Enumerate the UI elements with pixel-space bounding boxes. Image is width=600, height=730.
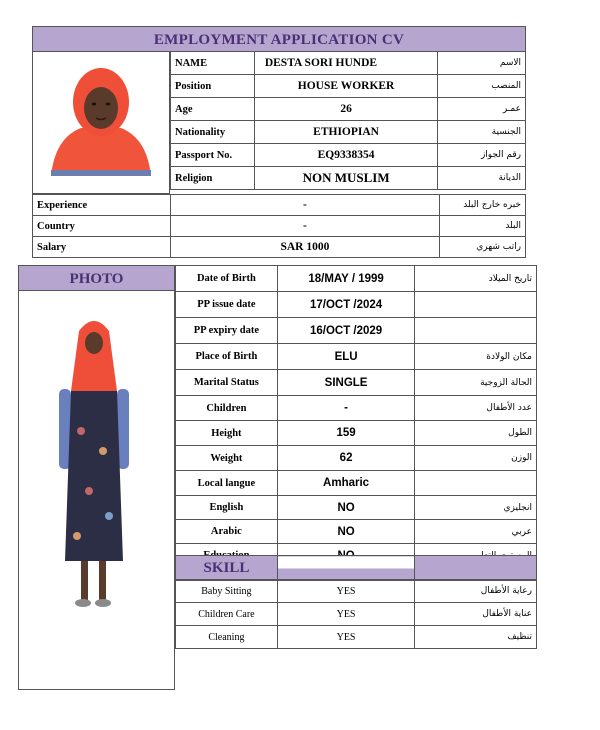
local-language-label-ar xyxy=(415,471,537,496)
skill-header-table xyxy=(175,555,537,581)
religion-label: Religion xyxy=(171,167,255,190)
marital-status-label: Marital Status xyxy=(176,370,278,396)
table-row xyxy=(176,421,537,446)
table-row xyxy=(176,292,537,318)
age-label-ar: عمـر xyxy=(438,98,526,121)
table-row xyxy=(171,121,526,144)
table-row xyxy=(171,167,526,190)
skill-header-spacer xyxy=(277,556,415,581)
details-table xyxy=(175,265,537,568)
experience-label-ar: خبره خارج البلد xyxy=(440,195,526,216)
position-value: HOUSE WORKER xyxy=(254,75,438,98)
pp-expiry-label: PP expiry date xyxy=(176,318,278,344)
salary-value: SAR 1000 xyxy=(170,237,439,258)
table-row xyxy=(176,344,537,370)
table-row xyxy=(176,370,537,396)
nationality-label: Nationality xyxy=(171,121,255,144)
weight-label-ar: الوزن xyxy=(415,446,537,471)
religion-value: NON MUSLIM xyxy=(254,167,438,190)
salary-label: Salary xyxy=(33,237,171,258)
skill-value: YES xyxy=(277,580,414,603)
dob-value: 18/MAY / 1999 xyxy=(277,266,415,292)
english-label-ar: انجليزي xyxy=(415,496,537,520)
dob-label: Date of Birth xyxy=(176,266,278,292)
arabic-value: NO xyxy=(277,520,415,544)
marital-status-value: SINGLE xyxy=(277,370,415,396)
photo-header: PHOTO xyxy=(18,265,175,291)
table-row xyxy=(176,396,537,421)
table-row xyxy=(176,471,537,496)
pp-issue-value: 17/OCT /2024 xyxy=(277,292,415,318)
table-row xyxy=(171,75,526,98)
children-label: Children xyxy=(176,396,278,421)
passport-label: Passport No. xyxy=(171,144,255,167)
table-row xyxy=(176,318,537,344)
height-label: Height xyxy=(176,421,278,446)
dob-label-ar: تاريخ الميلاد xyxy=(415,266,537,292)
skill-header-right xyxy=(415,556,537,581)
english-value: NO xyxy=(277,496,415,520)
experience-table xyxy=(32,194,526,258)
skill-label-ar: تنظيف xyxy=(415,626,537,649)
skill-label-ar: عناية الأطفال xyxy=(415,603,537,626)
passport-value: EQ9338354 xyxy=(254,144,438,167)
age-label: Age xyxy=(171,98,255,121)
experience-value: - xyxy=(170,195,439,216)
table-row xyxy=(33,237,526,258)
place-of-birth-label: Place of Birth xyxy=(176,344,278,370)
table-row xyxy=(176,446,537,471)
portrait-photo xyxy=(32,51,170,194)
portrait-image xyxy=(33,52,169,193)
skill-label-ar: رعاية الأطفال xyxy=(415,580,537,603)
arabic-label-ar: عربي xyxy=(415,520,537,544)
country-value: - xyxy=(170,216,439,237)
height-value: 159 xyxy=(277,421,415,446)
table-row xyxy=(33,216,526,237)
country-label: Country xyxy=(33,216,171,237)
personal-info-table xyxy=(170,51,526,190)
table-row xyxy=(176,520,537,544)
age-value: 26 xyxy=(254,98,438,121)
pp-expiry-value: 16/OCT /2029 xyxy=(277,318,415,344)
table-row xyxy=(33,195,526,216)
place-of-birth-value: ELU xyxy=(277,344,415,370)
pp-expiry-label-ar xyxy=(415,318,537,344)
skill-label: Children Care xyxy=(176,603,278,626)
local-language-label: Local langue xyxy=(176,471,278,496)
nationality-label-ar: الجنسية xyxy=(438,121,526,144)
weight-label: Weight xyxy=(176,446,278,471)
table-row xyxy=(171,144,526,167)
full-body-photo xyxy=(18,290,175,690)
name-label-ar: الاسم xyxy=(438,52,526,75)
position-label-ar: المنصب xyxy=(438,75,526,98)
position-label: Position xyxy=(171,75,255,98)
skill-header: SKILL xyxy=(176,556,278,581)
country-label-ar: البلد xyxy=(440,216,526,237)
skill-label: Baby Sitting xyxy=(176,580,278,603)
full-body-image xyxy=(19,291,174,689)
english-label: English xyxy=(176,496,278,520)
nationality-value: ETHIOPIAN xyxy=(254,121,438,144)
height-label-ar: الطول xyxy=(415,421,537,446)
table-row xyxy=(176,496,537,520)
pp-issue-label-ar xyxy=(415,292,537,318)
weight-value: 62 xyxy=(277,446,415,471)
table-row xyxy=(171,98,526,121)
experience-label: Experience xyxy=(33,195,171,216)
name-label: NAME xyxy=(171,52,255,75)
table-row xyxy=(176,626,537,649)
table-row xyxy=(176,266,537,292)
name-value: DESTA SORI HUNDE xyxy=(254,52,438,75)
page-title: EMPLOYMENT APPLICATION CV xyxy=(32,26,526,52)
skill-value: YES xyxy=(277,626,414,649)
local-language-value: Amharic xyxy=(277,471,415,496)
skill-value: YES xyxy=(277,603,414,626)
table-row xyxy=(176,580,537,603)
religion-label-ar: الديانة xyxy=(438,167,526,190)
children-value: - xyxy=(277,396,415,421)
skill-label: Cleaning xyxy=(176,626,278,649)
table-row xyxy=(176,603,537,626)
passport-label-ar: رقم الجواز xyxy=(438,144,526,167)
pp-issue-label: PP issue date xyxy=(176,292,278,318)
skills-table xyxy=(175,579,537,649)
salary-label-ar: راتب شهري xyxy=(440,237,526,258)
children-label-ar: عدد الأطفال xyxy=(415,396,537,421)
place-of-birth-label-ar: مكان الولادة xyxy=(415,344,537,370)
arabic-label: Arabic xyxy=(176,520,278,544)
table-row xyxy=(171,52,526,75)
marital-status-label-ar: الحالة الزوجية xyxy=(415,370,537,396)
